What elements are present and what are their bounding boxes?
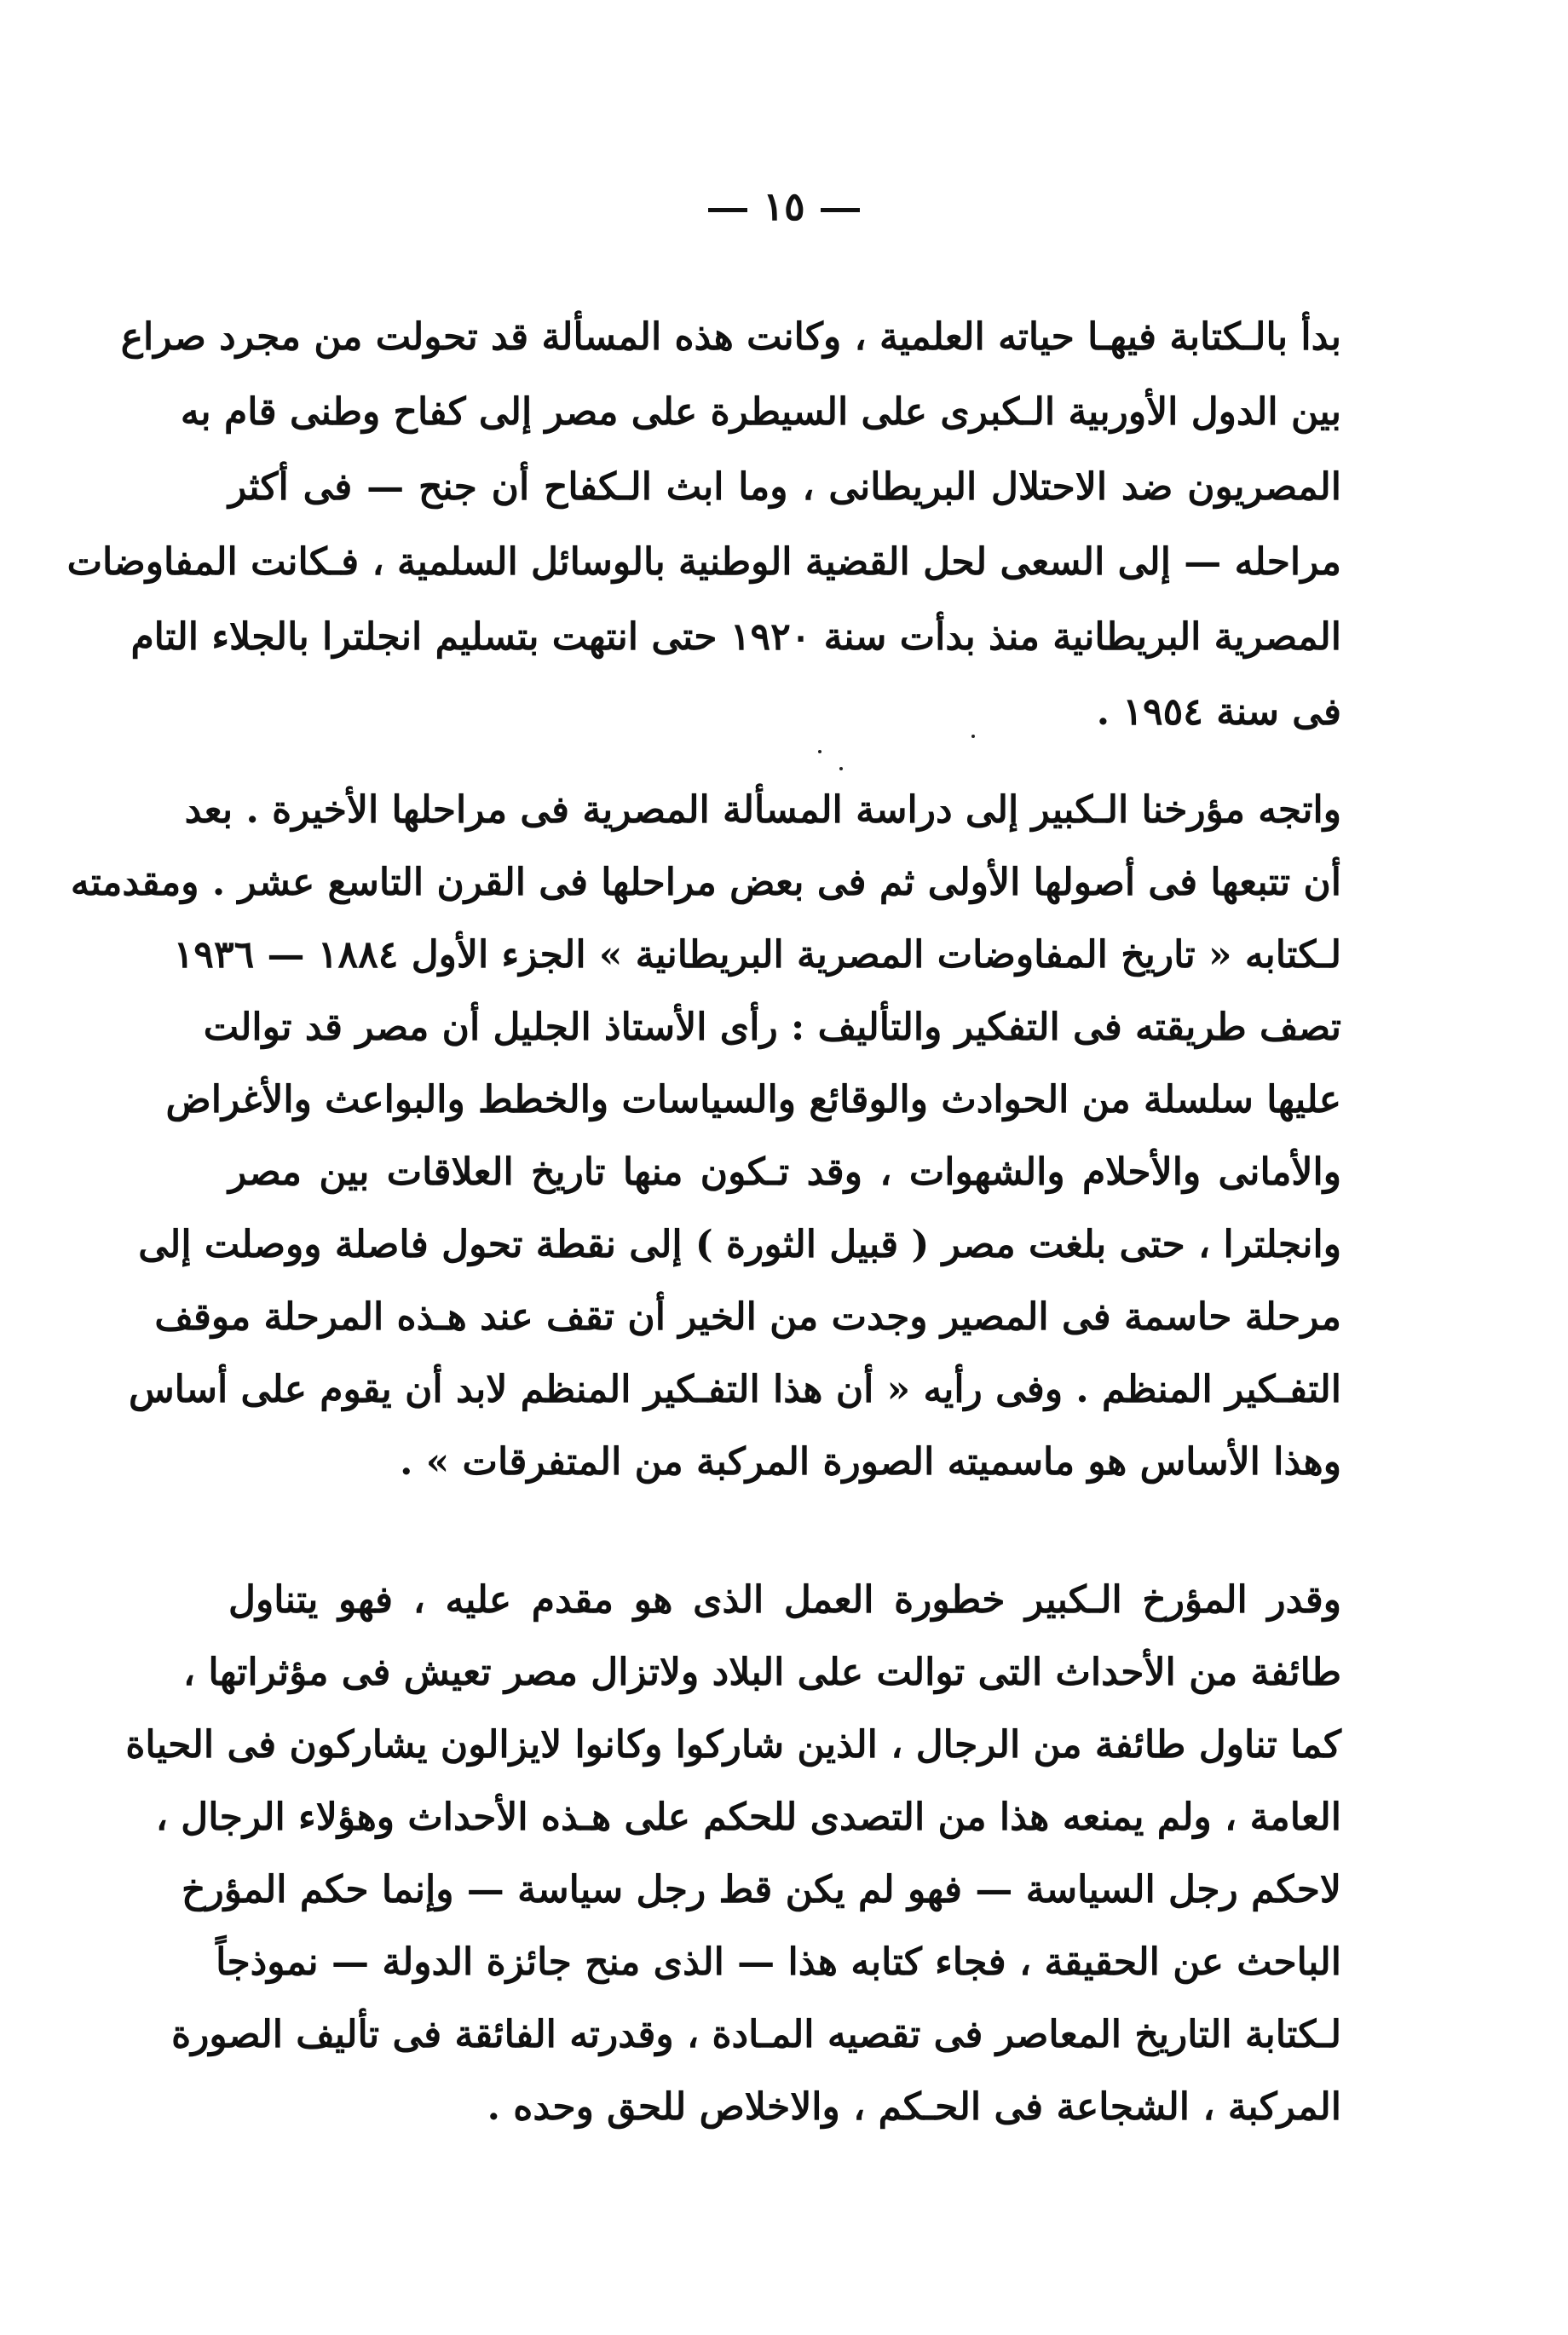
paragraph-line: وانجلترا ، حتى بلغت مصر ( قبيل الثورة ) إلى نقطة تحول فاصلة ووصلت إلى <box>138 1223 1341 1266</box>
paragraph-line: أن تتبعها فى أصولها الأولى ثم فى بعض مراحلها فى القرن التاسع عشر . ومقدمته <box>70 861 1341 904</box>
paragraph-line: المصرية البريطانية منذ بدأت سنة ١٩٢٠ حتى انتهت بتسليم انجلترا بالجلاء التام <box>130 615 1341 659</box>
page-number-dash-right <box>821 208 860 212</box>
paragraph-line: فى سنة ١٩٥٤ . <box>1096 690 1341 734</box>
paragraph-1 <box>66 300 1341 750</box>
paragraph-line: العامة ، ولم يمنعه هذا من التصدى للحكم على هـذه الأحداث وهؤلاء الرجال ، <box>155 1796 1341 1839</box>
paragraph-line: التفـكير المنظم . وفى رأيه « أن هذا التفـكير المنظم لابد أن يقوم على أساس <box>128 1368 1341 1411</box>
ink-speck <box>971 735 975 738</box>
paragraph-line: المصريون ضد الاحتلال البريطانى ، وما ابث الـكفاح أن جنح — فى أكثر <box>228 465 1341 509</box>
paragraph-3 <box>125 1564 1341 2143</box>
paragraph-line: واتجه مؤرخنا الـكبير إلى دراسة المسألة المصرية فى مراحلها الأخيرة . بعد <box>184 788 1341 832</box>
paragraph-line: بين الدول الأوربية الـكبرى على السيطرة على مصر إلى كفاح وطنى قام به <box>180 390 1341 434</box>
ink-speck <box>818 750 821 753</box>
paragraph-line: مرحلة حاسمة فى المصير وجدت من الخير أن تقف عند هـذه المرحلة موقف <box>154 1295 1341 1339</box>
paragraph-line: عليها سلسلة من الحوادث والوقائع والسياسات والخطط والبواعث والأغراض <box>165 1078 1341 1121</box>
paragraph-line: وهذا الأساس هو ماسميته الصورة المركبة من المتفرقات » . <box>400 1440 1341 1484</box>
paragraph-line: لاحكم رجل السياسة — فهو لم يكن قط رجل سياسة — وإنما حكم المؤرخ <box>182 1868 1341 1911</box>
paragraph-line: لـكتابة التاريخ المعاصر فى تقصيه المـادة ، وقدرته الفائقة فى تأليف الصورة <box>171 2013 1341 2056</box>
page-number-value: ١٥ <box>763 183 805 229</box>
paragraph-line: المركبة ، الشجاعة فى الحـكم ، والاخلاص للحق وحده . <box>487 2085 1341 2129</box>
paragraph-line: والأمانى والأحلام والشهوات ، وقد تـكون منها تاريخ العلاقات بين مصر <box>228 1150 1341 1194</box>
paragraph-line: تصف طريقته فى التفكير والتأليف : رأى الأستاذ الجليل أن مصر قد توالت <box>203 1006 1341 1049</box>
paragraph-line: وقدر المؤرخ الـكبير خطورة العمل الذى هو مقدم عليه ، فهو يتناول <box>228 1578 1341 1622</box>
paragraph-line: كما تناول طائفة من الرجال ، الذين شاركوا وكانوا لايزالون يشاركون فى الحياة <box>125 1723 1341 1767</box>
paragraph-line: الباحث عن الحقيقة ، فجاء كتابه هذا — الذى منح جائزة الدولة — نموذجاً <box>216 1940 1341 1984</box>
page-number-dash-left <box>708 208 747 212</box>
paragraph-line: لـكتابه « تاريخ المفاوضات المصرية البريطانية » الجزء الأول ١٨٨٤ — ١٩٣٦ <box>173 933 1341 977</box>
paragraph-line: مراحله — إلى السعى لحل القضية الوطنية بالوسائل السلمية ، فـكانت المفاوضات <box>66 540 1341 584</box>
paragraph-line: بدأ بالـكتابة فيهـا حياته العلمية ، وكانت هذه المسألة قد تحولت من مجرد صراع <box>120 315 1341 359</box>
paragraph-line: طائفة من الأحداث التى توالت على البلاد ولاتزال مصر تعيش فى مؤثراتها ، <box>182 1651 1341 1694</box>
ink-speck <box>839 767 843 770</box>
paragraph-2 <box>70 774 1341 1498</box>
page-number <box>0 183 1568 229</box>
